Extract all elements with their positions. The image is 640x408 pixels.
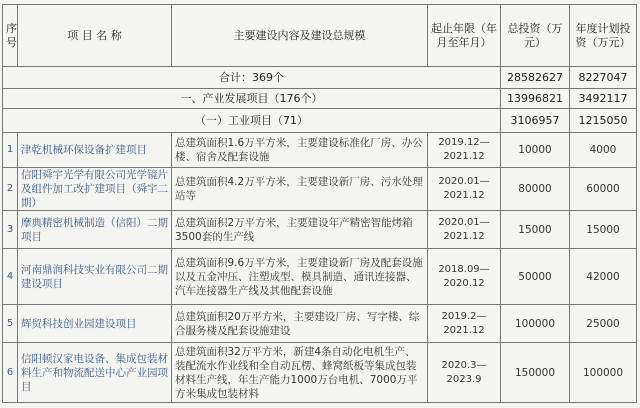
row-annual: 60000 <box>570 168 637 211</box>
header-total: 总投资（万元） <box>501 5 570 67</box>
total-label: 合计：369个 <box>3 67 501 89</box>
header-index: 序号 <box>3 5 18 67</box>
row-period: 2020.01—2021.12 <box>428 168 501 211</box>
row-name: 信阳顿汉家电设备、集成包装材料生产和物流配送中心产业园项目 <box>18 343 172 403</box>
row-annual: 4000 <box>570 133 637 168</box>
summary-total-row <box>3 67 637 89</box>
row-content: 总建筑面积32万平方米，新建4条自动化电机生产、装配流水作业线和全自动瓦楞、蜂窝纸板等集成包装材料生产线，年生产能力1000万台电机、7000万平方米集成包装材料 <box>172 343 428 403</box>
row-annual: 15000 <box>570 211 637 249</box>
row-period: 2020.01—2021.12 <box>428 211 501 249</box>
table-row <box>3 249 637 305</box>
row-total: 15000 <box>501 211 570 249</box>
total-annual: 8227047 <box>570 67 637 89</box>
header-content: 主要建设内容及建设总规模 <box>172 5 428 67</box>
project-table <box>2 4 637 403</box>
industrial-label: （一）工业项目（71） <box>3 109 501 133</box>
row-period: 2019.12—2021.12 <box>428 133 501 168</box>
summary-industrial-row <box>3 109 637 133</box>
industrial-annual: 1215050 <box>570 109 637 133</box>
industry-label: 一、产业发展项目（176个） <box>3 89 501 109</box>
table-row <box>3 343 637 403</box>
header-name: 项 目 名 称 <box>18 5 172 67</box>
row-total: 10000 <box>501 133 570 168</box>
row-index: 2 <box>3 168 18 211</box>
row-name: 信阳舜宇光学有限公司光学镜片及组件加工改扩建项目（舜宇二期） <box>18 168 172 211</box>
row-content: 总建筑面积1.6万平方米，主要建设标准化厂房、办公楼、宿舍及配套设施 <box>172 133 428 168</box>
row-total: 80000 <box>501 168 570 211</box>
industrial-investment: 3106957 <box>501 109 570 133</box>
header-period: 起止年限（年月至年月） <box>428 5 501 67</box>
industry-investment: 13996821 <box>501 89 570 109</box>
row-period: 2018.09—2020.12 <box>428 249 501 305</box>
row-annual: 25000 <box>570 305 637 343</box>
header-annual: 年度计划投资（万元） <box>570 5 637 67</box>
table-row <box>3 305 637 343</box>
table-row <box>3 133 637 168</box>
row-content: 总建筑面积4.2万平方米，主要建设新厂房、污水处理站等 <box>172 168 428 211</box>
industry-annual: 3492117 <box>570 89 637 109</box>
row-total: 50000 <box>501 249 570 305</box>
row-name: 辉贸科技创业园建设项目 <box>18 305 172 343</box>
row-index: 4 <box>3 249 18 305</box>
row-content: 总建筑面积2万平方米，主要建设年产精密智能烤箱3500套的生产线 <box>172 211 428 249</box>
row-total: 150000 <box>501 343 570 403</box>
row-content: 总建筑面积20万平方米，主要建设厂房、写字楼、综合服务楼及配套设施建设 <box>172 305 428 343</box>
row-name: 河南鼎润科技实业有限公司二期建设项目 <box>18 249 172 305</box>
row-index: 1 <box>3 133 18 168</box>
row-total: 100000 <box>501 305 570 343</box>
row-index: 3 <box>3 211 18 249</box>
table-row <box>3 211 637 249</box>
row-content: 总建筑面积9.6万平方米，主要建设新厂房及配套设施以及五金冲压、注塑成型、模具制造、通讯连接器、汽车连接器生产线及其他配套设施 <box>172 249 428 305</box>
row-name: 摩典精密机械制造（信阳）二期项目 <box>18 211 172 249</box>
row-period: 2019.2—2021.12 <box>428 305 501 343</box>
total-investment: 28582627 <box>501 67 570 89</box>
row-name: 津乾机械环保设备扩建项目 <box>18 133 172 168</box>
row-index: 5 <box>3 305 18 343</box>
table-row <box>3 168 637 211</box>
row-annual: 100000 <box>570 343 637 403</box>
row-annual: 42000 <box>570 249 637 305</box>
row-index: 6 <box>3 343 18 403</box>
header-row <box>3 5 637 67</box>
row-period: 2020.3—2023.9 <box>428 343 501 403</box>
summary-industry-row <box>3 89 637 109</box>
